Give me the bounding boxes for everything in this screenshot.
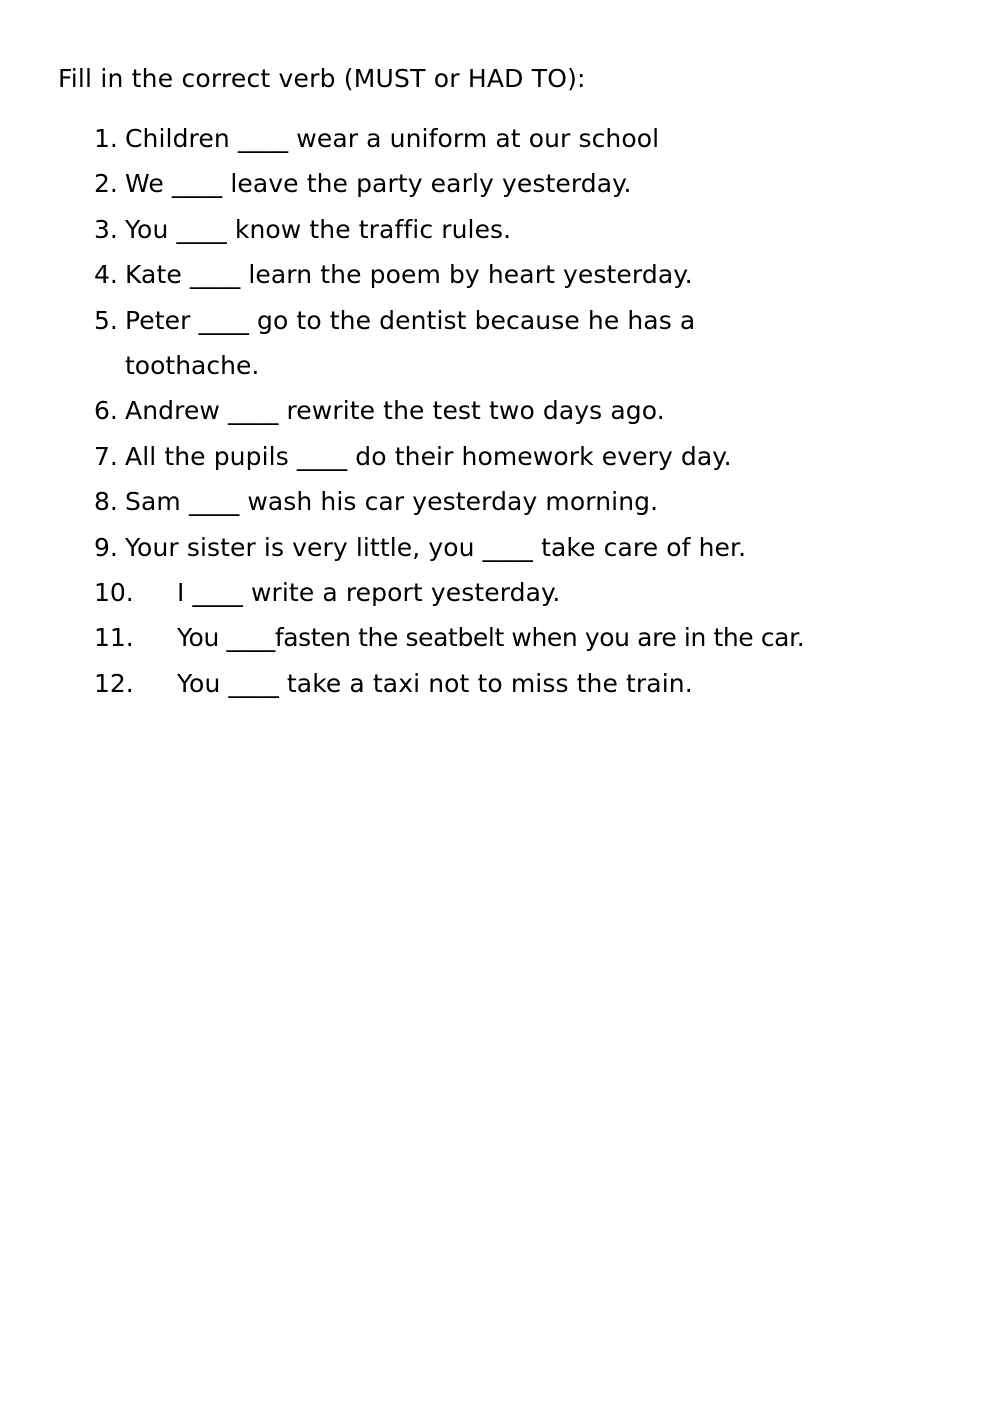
instruction-heading: Fill in the correct verb (MUST or HAD TO): — [58, 64, 586, 93]
item-text: Kate ____ learn the poem by heart yesterday. — [125, 260, 693, 290]
item-text: You ____fasten the seatbelt when you are in the car. — [177, 623, 805, 653]
exercise-item-10 — [0, 576, 1000, 621]
item-number: 4. — [94, 260, 118, 290]
item-number: 8. — [94, 487, 118, 517]
item-text: All the pupils ____ do their homework every day. — [125, 441, 732, 471]
exercise-item-4 — [0, 258, 1000, 303]
item-number: 10. — [94, 577, 134, 607]
item-text: Sam ____ wash his car yesterday morning. — [125, 487, 659, 517]
item-number: 9. — [94, 532, 118, 562]
item-number: 5. — [94, 305, 118, 335]
exercise-item-7 — [0, 440, 1000, 485]
exercise-item-6 — [0, 394, 1000, 439]
exercise-list — [0, 122, 1000, 712]
item-number: 12. — [94, 668, 134, 698]
item-number: 11. — [94, 623, 134, 653]
item-text: We ____ leave the party early yesterday. — [125, 169, 632, 199]
exercise-item-11 — [0, 621, 1000, 666]
exercise-item-12 — [0, 667, 1000, 712]
item-number: 3. — [94, 214, 118, 244]
item-text: Peter ____ go to the dentist because he has a — [125, 305, 696, 335]
exercise-item-5 — [0, 304, 1000, 395]
item-number: 2. — [94, 169, 118, 199]
item-number: 7. — [94, 441, 118, 471]
item-text: Andrew ____ rewrite the test two days ago. — [125, 396, 665, 426]
exercise-item-8 — [0, 485, 1000, 530]
item-text-continuation: toothache. — [125, 350, 260, 380]
exercise-item-3 — [0, 213, 1000, 258]
item-text: I ____ write a report yesterday. — [177, 577, 561, 607]
exercise-item-1 — [0, 122, 1000, 167]
item-number: 1. — [94, 124, 118, 153]
item-text: You ____ take a taxi not to miss the train. — [177, 668, 693, 698]
exercise-item-9 — [0, 531, 1000, 576]
item-text: You ____ know the traffic rules. — [125, 214, 512, 244]
exercise-item-2 — [0, 167, 1000, 212]
item-text: Your sister is very little, you ____ take care of her. — [125, 532, 747, 562]
item-number: 6. — [94, 396, 118, 426]
item-text: Children ____ wear a uniform at our school — [125, 124, 660, 153]
